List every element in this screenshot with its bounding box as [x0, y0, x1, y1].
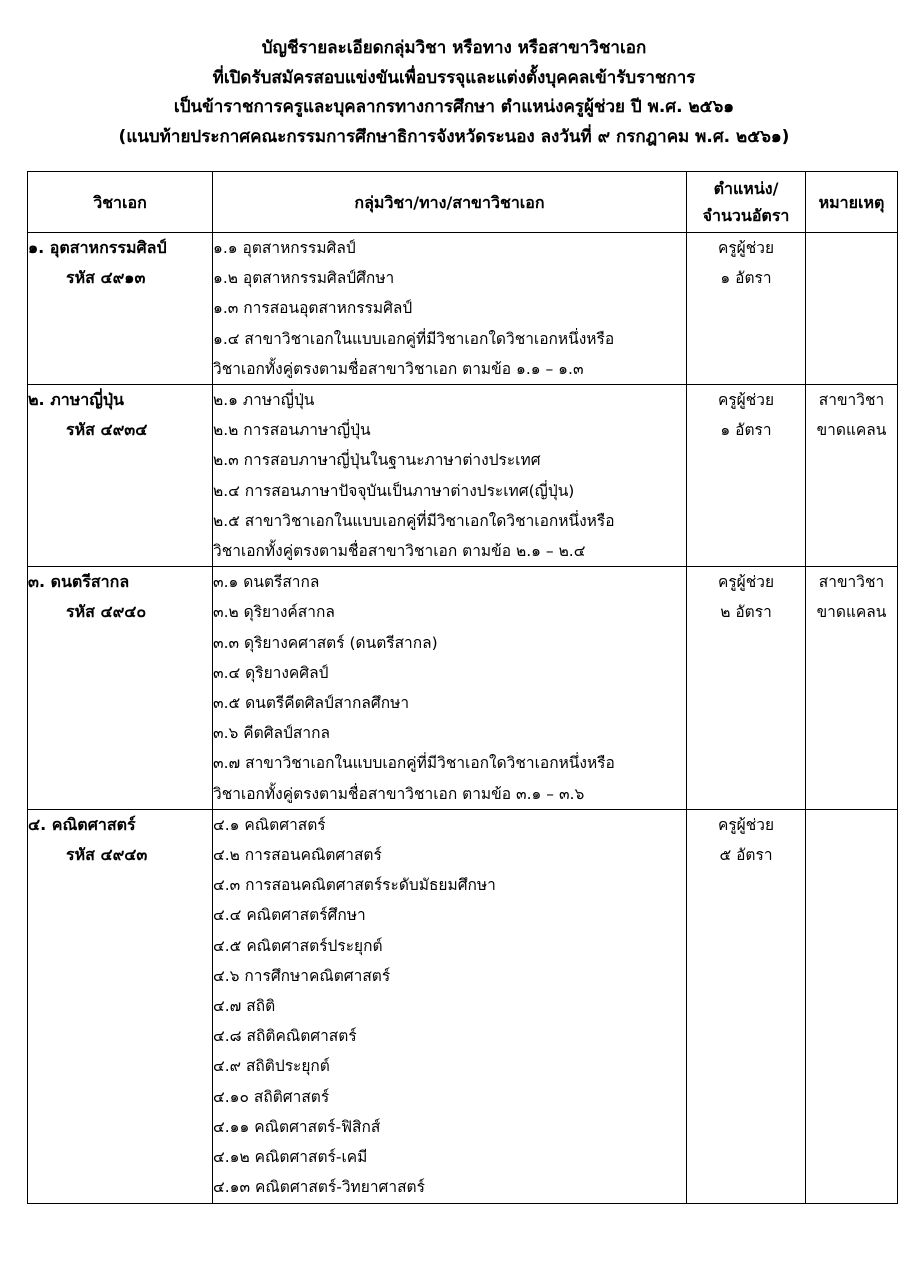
subject-code: รหัส ๔๙๓๔: [66, 420, 148, 440]
group-item: ๒.๔ การสอนภาษาปัจจุบันเป็นภาษาต่างประเทศ(ญี่ปุ่น): [213, 481, 575, 500]
group-item: ๔.๑๒ คณิตศาสตร์-เคมี: [213, 1148, 368, 1167]
group-item: ๔.๑๓ คณิตศาสตร์-วิทยาศาสตร์: [213, 1178, 425, 1197]
group-item: ๓.๒ ดุริยางค์สากล: [213, 603, 335, 622]
position-title: ครูผู้ช่วย: [717, 391, 775, 410]
group-item: ๑.๔ สาขาวิชาเอกในแบบเอกคู่ที่มีวิชาเอกใดวิชาเอกหนึ่งหรือ: [213, 329, 615, 348]
position-cell: [687, 385, 806, 567]
position-cell: [687, 809, 806, 1203]
group-cell: [213, 567, 687, 810]
group-item: ๔.๒ การสอนคณิตศาสตร์: [213, 846, 382, 865]
group-item: ๒.๑ ภาษาญี่ปุ่น: [213, 391, 315, 410]
subject-cell: [28, 809, 213, 1203]
remark-cell: [806, 233, 898, 385]
header-subject: วิชาเอก: [28, 172, 213, 233]
group-item: ๑.๑ อุตสาหกรรมศิลป์: [213, 239, 356, 257]
group-item: ๓.๑ ดนตรีสากล: [213, 573, 320, 592]
subjects-table: [27, 171, 898, 1204]
title-line-3: เป็นข้าราชการครูและบุคลากรทางการศึกษา ตำแหน่งครูผู้ช่วย ปี พ.ศ. ๒๕๖๑: [173, 97, 735, 117]
subject-code: รหัส ๔๙๑๓: [66, 268, 146, 287]
remark-line-1: สาขาวิชา: [818, 391, 885, 410]
remark-line-2: ขาดแคลน: [816, 603, 887, 622]
group-cell: [213, 385, 687, 567]
header-group: กลุ่มวิชา/ทาง/สาขาวิชาเอก: [213, 172, 687, 233]
group-cell: [213, 809, 687, 1203]
group-cell: [213, 233, 687, 385]
group-item: ๔.๑๐ สถิติศาสตร์: [213, 1087, 330, 1106]
subject-name: ๑. อุตสาหกรรมศิลป์: [28, 238, 167, 257]
title-line-2: ที่เปิดรับสมัครสอบแข่งขันเพื่อบรรจุและแต่งตั้งบุคคลเข้ารับราชการ: [212, 67, 696, 88]
group-item: ๔.๖ การศึกษาคณิตศาสตร์: [213, 966, 391, 985]
subject-name: ๓. ดนตรีสากล: [28, 572, 130, 592]
group-item: ๓.๕ ดนตรีคีตศิลป์สากลศึกษา: [213, 694, 410, 713]
remark-line-1: สาขาวิชา: [818, 573, 885, 592]
group-item: ๒.๓ การสอบภาษาญี่ปุ่นในฐานะภาษาต่างประเทศ: [213, 451, 541, 470]
group-item: ๔.๗ สถิติ: [213, 997, 276, 1016]
subject-cell: [28, 567, 213, 810]
group-item: ๓.๓ ดุริยางคศาสตร์ (ดนตรีสากล): [213, 633, 438, 652]
group-item: ๑.๒ อุตสาหกรรมศิลป์ศึกษา: [213, 269, 395, 288]
group-item: ๓.๔ ดุริยางคศิลป์: [213, 663, 329, 682]
table-row: [28, 385, 898, 567]
title-line-4: (แนบท้ายประกาศคณะกรรมการศึกษาธิการจังหวัดระนอง ลงวันที่ ๙ กรกฎาคม พ.ศ. ๒๕๖๑): [118, 126, 790, 147]
group-item: วิชาเอกทั้งคู่ตรงตามชื่อสาขาวิชาเอก ตามข้อ ๓.๑ – ๓.๖: [213, 784, 585, 803]
position-cell: [687, 567, 806, 810]
subject-code: รหัส ๔๙๔๓: [66, 844, 148, 864]
group-item: ๒.๒ การสอนภาษาญี่ปุ่น: [213, 421, 371, 440]
group-item: ๔.๘ สถิติคณิตศาสตร์: [213, 1027, 357, 1046]
group-item: ๒.๕ สาขาวิชาเอกในแบบเอกคู่ที่มีวิชาเอกใดวิชาเอกหนึ่งหรือ: [213, 511, 615, 530]
group-item: ๔.๑ คณิตศาสตร์: [213, 815, 326, 834]
header-remark: หมายเหตุ: [806, 172, 898, 233]
group-item: วิชาเอกทั้งคู่ตรงตามชื่อสาขาวิชาเอก ตามข้อ ๒.๑ – ๒.๔: [213, 542, 586, 561]
group-item: ๔.๓ การสอนคณิตศาสตร์ระดับมัธยมศึกษา: [213, 876, 496, 895]
position-title: ครูผู้ช่วย: [717, 239, 775, 257]
group-item: ๑.๓ การสอนอุตสาหกรรมศิลป์: [213, 299, 413, 318]
header-position-line-2: จำนวนอัตรา: [702, 206, 790, 225]
remark-cell: [806, 567, 898, 810]
remark-cell: [806, 385, 898, 567]
remark-cell: [806, 809, 898, 1203]
subject-name: ๒. ภาษาญี่ปุ่น: [28, 390, 124, 410]
table-header-row: [28, 172, 898, 233]
title-line-1: บัญชีรายละเอียดกลุ่มวิชา หรือทาง หรือสาขาวิชาเอก: [261, 38, 647, 58]
group-item: ๓.๖ คีตศิลป์สากล: [213, 724, 330, 743]
subject-cell: [28, 385, 213, 567]
table-row: [28, 233, 898, 385]
group-item: วิชาเอกทั้งคู่ตรงตามชื่อสาขาวิชาเอก ตามข้อ ๑.๑ – ๑.๓: [213, 359, 584, 378]
header-position-line-1: ตำแหน่ง/: [713, 179, 779, 198]
header-position: [687, 172, 806, 233]
table-row: [28, 567, 898, 810]
table-body: [28, 233, 898, 1204]
subject-cell: [28, 233, 213, 385]
position-cell: [687, 233, 806, 385]
document-title: [0, 34, 908, 152]
group-item: ๔.๑๑ คณิตศาสตร์-ฟิสิกส์: [213, 1117, 381, 1136]
position-count: ๕ อัตรา: [719, 845, 773, 864]
position-count: ๑ อัตรา: [720, 421, 772, 440]
group-item: ๔.๔ คณิตศาสตร์ศึกษา: [213, 906, 366, 925]
group-item: ๓.๗ สาขาวิชาเอกในแบบเอกคู่ที่มีวิชาเอกใดวิชาเอกหนึ่งหรือ: [213, 754, 615, 773]
position-count: ๒ อัตรา: [720, 603, 772, 622]
position-title: ครูผู้ช่วย: [717, 815, 775, 834]
group-item: ๔.๙ สถิติประยุกต์: [213, 1057, 330, 1076]
group-item: ๔.๕ คณิตศาสตร์ประยุกต์: [213, 936, 383, 955]
position-count: ๑ อัตรา: [720, 269, 772, 287]
table-row: [28, 809, 898, 1203]
subject-code: รหัส ๔๙๔๐: [66, 602, 147, 622]
subject-name: ๔. คณิตศาสตร์: [28, 814, 136, 834]
remark-line-2: ขาดแคลน: [816, 421, 887, 440]
position-title: ครูผู้ช่วย: [717, 573, 775, 592]
